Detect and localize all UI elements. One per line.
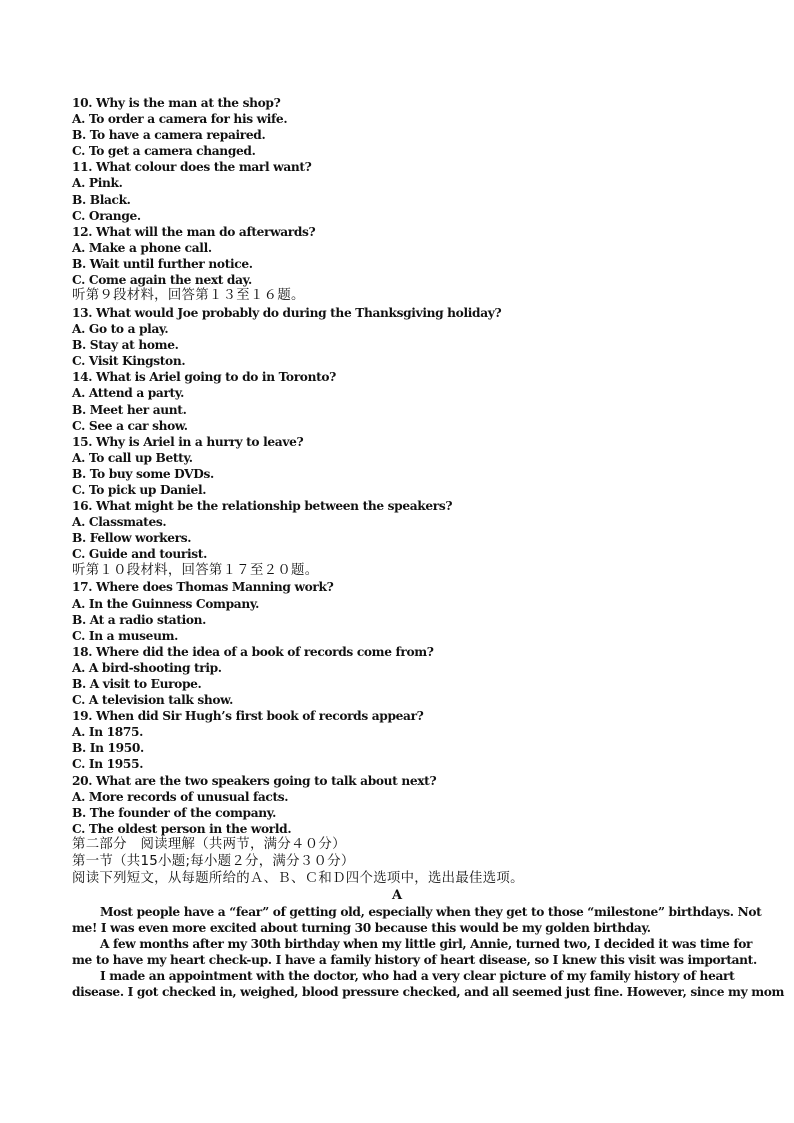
question-15: 15. Why is Ariel in a hurry to leave? — [72, 434, 304, 449]
paragraph-line: me to have my heart check-up. I have a family history of heart disease, so I knew this visit was important. — [72, 952, 757, 967]
reading-instructions: 阅读下列短文，从每题所给的Ａ、Ｂ、Ｃ和Ｄ四个选项中，选出最佳选项。 — [72, 870, 524, 886]
question-20: 20. What are the two speakers going to talk about next? — [72, 773, 437, 788]
question-14: 14. What is Ariel going to do in Toronto? — [72, 370, 336, 385]
option-line: B. To buy some DVDs. — [72, 466, 214, 481]
question-11: 11. What colour does the marl want? — [72, 160, 312, 175]
question-18: 18. Where did the idea of a book of records come from? — [72, 644, 434, 659]
option-line: A. Go to a play. — [72, 322, 169, 337]
question-16: 16. What might be the relationship between the speakers? — [72, 499, 453, 514]
paragraph — [72, 968, 785, 1000]
question-17: 17. Where does Thomas Manning work? — [72, 580, 334, 595]
option-line: A. Classmates. — [72, 515, 167, 530]
option-line: C. Orange. — [72, 208, 141, 223]
option-line: A. To order a camera for his wife. — [72, 112, 288, 127]
option-line: C. In 1955. — [72, 757, 144, 772]
document-content — [72, 95, 785, 1000]
section-9-heading: 听第９段材料，回答第１３至１６题。 — [72, 288, 305, 304]
option-line: A. A bird-shooting trip. — [72, 660, 222, 675]
questions-17-20 — [72, 579, 722, 837]
option-line: C. See a car show. — [72, 418, 188, 433]
option-line: C. Come again the next day. — [72, 273, 252, 288]
questions-13-16 — [72, 305, 722, 563]
questions-10-12 — [72, 95, 722, 288]
option-line: A. In the Guinness Company. — [72, 596, 260, 611]
option-line: A. To call up Betty. — [72, 450, 193, 465]
option-line: C. To get a camera changed. — [72, 144, 256, 159]
option-line: C. The oldest person in the world. — [72, 821, 292, 836]
paragraph-line: disease. I got checked in, weighed, blood pressure checked, and all seemed just fine. However, since my mom — [72, 985, 785, 1000]
option-line: A. Make a phone call. — [72, 240, 212, 255]
paragraph — [72, 904, 762, 936]
question-10: 10. Why is the man at the shop? — [72, 96, 281, 110]
option-line: A. In 1875. — [72, 725, 144, 740]
option-line: C. In a museum. — [72, 628, 179, 643]
option-line: A. Attend a party. — [72, 386, 185, 401]
option-line: B. To have a camera repaired. — [72, 128, 266, 143]
option-line: B. Black. — [72, 192, 131, 207]
option-line: B. In 1950. — [72, 741, 144, 756]
option-line: B. At a radio station. — [72, 612, 207, 627]
question-13: 13. What would Joe probably do during the Thanksgiving holiday? — [72, 306, 502, 321]
option-line: B. A visit to Europe. — [72, 676, 202, 691]
option-line: B. Meet her aunt. — [72, 402, 187, 417]
passage-text — [72, 904, 785, 1001]
option-line: C. Visit Kingston. — [72, 354, 186, 369]
paragraph-line: me! I was even more excited about turning 30 because this would be my golden birthday. — [72, 920, 651, 935]
option-line: C. Guide and tourist. — [72, 547, 207, 562]
paragraph-line: Most people have a “fear” of getting old, especially when they get to those “milestone” birthdays. Not — [100, 904, 762, 919]
paragraph-line: I made an appointment with the doctor, who had a very clear picture of my family history of heart — [100, 969, 735, 984]
option-line: A. More records of unusual facts. — [72, 789, 289, 804]
option-line: A. Pink. — [72, 176, 123, 191]
option-line: B. The founder of the company. — [72, 805, 277, 820]
question-12: 12. What will the man do afterwards? — [72, 224, 316, 239]
passage-letter: A — [391, 887, 403, 903]
option-line: C. To pick up Daniel. — [72, 483, 207, 498]
paragraph — [72, 936, 757, 968]
option-line: C. A television talk show. — [72, 693, 233, 708]
question-19: 19. When did Sir Hugh’s first book of records appear? — [72, 709, 424, 724]
paragraph-line: A few months after my 30th birthday when my little girl, Annie, turned two, I decided it was time for — [100, 936, 753, 951]
option-line: B. Stay at home. — [72, 338, 179, 353]
option-line: B. Fellow workers. — [72, 531, 192, 546]
part-2-heading: 第二部分 阅读理解（共两节，满分４０分） — [72, 836, 346, 852]
option-line: B. Wait until further notice. — [72, 256, 253, 271]
section-1-heading: 第一节（共15小题;每小题２分，满分３０分） — [72, 853, 355, 869]
section-10-heading: 听第１０段材料，回答第１７至２０题。 — [72, 562, 319, 578]
